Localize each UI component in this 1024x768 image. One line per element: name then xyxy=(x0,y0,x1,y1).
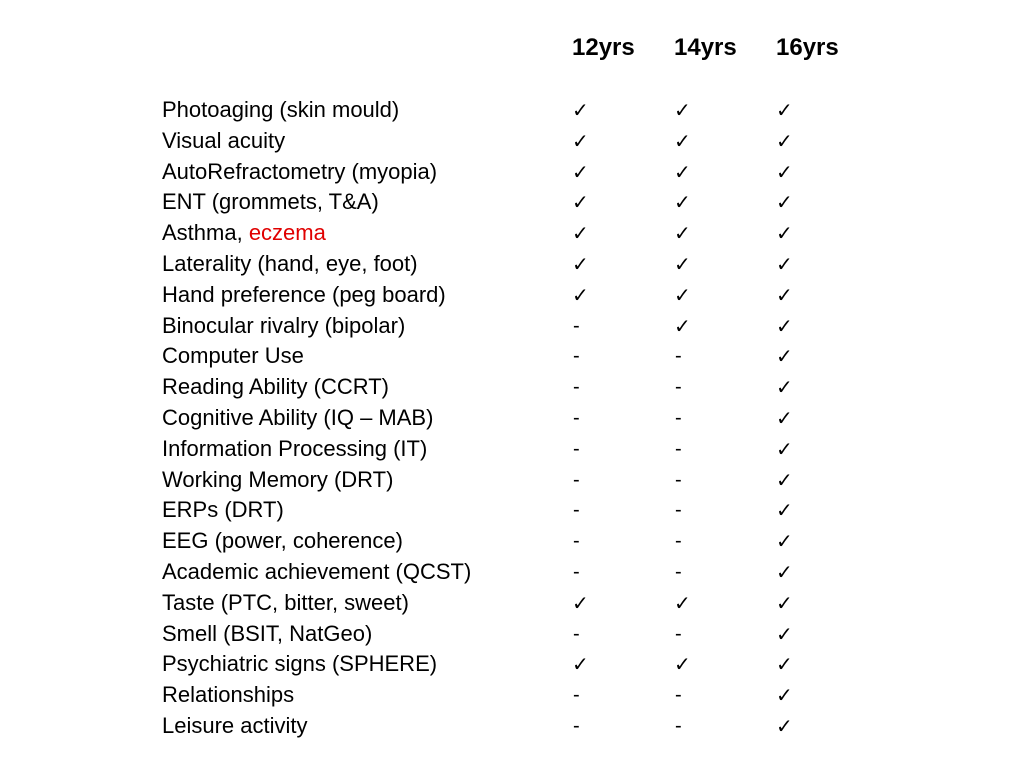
cell-16yrs-check-icon: ✓ xyxy=(776,467,793,492)
cell-16yrs-check-icon: ✓ xyxy=(776,621,793,646)
row-label xyxy=(162,711,308,741)
cell-12yrs-check-icon: ✓ xyxy=(572,251,589,276)
cell-12yrs-dash: - xyxy=(573,530,580,553)
cell-12yrs-check-icon: ✓ xyxy=(572,98,589,122)
cell-14yrs-dash: - xyxy=(675,622,682,645)
cell-12yrs-check-icon: ✓ xyxy=(572,590,589,615)
cell-14yrs-dash: - xyxy=(675,468,682,491)
cell-12yrs-dash: - xyxy=(573,437,580,460)
cell-14yrs-check-icon: ✓ xyxy=(674,221,691,246)
assessment-rows xyxy=(0,95,1024,742)
table-row xyxy=(0,95,1024,126)
cell-14yrs-check-icon: ✓ xyxy=(674,159,691,184)
cell-16yrs-check-icon: ✓ xyxy=(776,590,793,615)
cell-16yrs-check-icon: ✓ xyxy=(776,251,793,276)
row-label xyxy=(162,280,446,310)
table-row xyxy=(0,649,1024,680)
table-row xyxy=(0,711,1024,742)
cell-14yrs-dash: - xyxy=(675,560,682,583)
cell-14yrs-dash: - xyxy=(675,437,682,460)
cell-12yrs-dash: - xyxy=(573,499,580,522)
cell-12yrs-check-icon: ✓ xyxy=(572,652,589,677)
cell-14yrs-check-icon: ✓ xyxy=(674,98,691,122)
table-row xyxy=(0,126,1024,157)
row-label xyxy=(162,465,393,495)
cell-16yrs-check-icon: ✓ xyxy=(776,436,793,461)
row-label xyxy=(162,649,437,679)
table-row xyxy=(0,187,1024,218)
table-row xyxy=(0,434,1024,465)
cell-12yrs-dash: - xyxy=(573,314,580,337)
row-label-text: ERPs (DRT) xyxy=(162,497,284,523)
row-label-text: Psychiatric signs (SPHERE) xyxy=(162,651,438,677)
table-row xyxy=(0,526,1024,557)
table-row xyxy=(0,495,1024,526)
cell-14yrs-check-icon: ✓ xyxy=(674,190,691,215)
table-row xyxy=(0,341,1024,372)
row-label-text: Taste (PTC, bitter, sweet) xyxy=(162,589,409,615)
row-label-text: Hand preference (peg board) xyxy=(162,281,446,307)
row-label-text: Reading Ability (CCRT) xyxy=(162,374,390,400)
cell-12yrs-check-icon: ✓ xyxy=(572,128,589,153)
header-16yrs: 16yrs xyxy=(776,34,839,61)
cell-16yrs-check-icon: ✓ xyxy=(776,405,793,430)
cell-12yrs-dash: - xyxy=(573,684,580,707)
cell-16yrs-check-icon: ✓ xyxy=(776,98,793,122)
row-label-text: Working Memory (DRT) xyxy=(162,466,394,492)
row-label xyxy=(162,95,399,125)
row-label-text: Laterality (hand, eye, foot) xyxy=(162,250,418,276)
cell-14yrs-dash: - xyxy=(675,530,682,553)
row-label-text: EEG (power, coherence) xyxy=(162,528,403,554)
cell-12yrs-check-icon: ✓ xyxy=(572,190,589,215)
cell-12yrs-dash: - xyxy=(573,560,580,583)
row-label-text: Photoaging (skin mould) xyxy=(162,97,400,122)
row-label xyxy=(162,526,403,556)
row-label xyxy=(162,588,409,618)
cell-12yrs-dash: - xyxy=(573,376,580,399)
row-label-text: Relationships xyxy=(162,682,295,708)
cell-14yrs-dash: - xyxy=(675,684,682,707)
cell-16yrs-check-icon: ✓ xyxy=(776,529,793,554)
row-label xyxy=(162,557,471,587)
cell-14yrs-check-icon: ✓ xyxy=(674,313,691,338)
row-label xyxy=(162,218,326,248)
row-label xyxy=(162,157,437,187)
row-label-text: Visual acuity xyxy=(162,127,286,153)
cell-14yrs-check-icon: ✓ xyxy=(674,251,691,276)
cell-14yrs-dash: - xyxy=(675,499,682,522)
row-label xyxy=(162,403,433,433)
table-row xyxy=(0,403,1024,434)
cell-12yrs-dash: - xyxy=(573,345,580,368)
row-label-text: Smell (BSIT, NatGeo) xyxy=(162,620,373,646)
row-label-text: AutoRefractometry (myopia) xyxy=(162,158,438,184)
row-label-text: Information Processing (IT) xyxy=(162,435,428,461)
cell-14yrs-check-icon: ✓ xyxy=(674,282,691,307)
row-label xyxy=(162,495,284,525)
table-row xyxy=(0,372,1024,403)
table-row xyxy=(0,588,1024,619)
cell-16yrs-check-icon: ✓ xyxy=(776,344,793,369)
cell-16yrs-check-icon: ✓ xyxy=(776,128,793,153)
cell-16yrs-check-icon: ✓ xyxy=(776,375,793,400)
row-label xyxy=(162,619,372,649)
row-label-highlight: eczema xyxy=(248,220,326,246)
cell-12yrs-check-icon: ✓ xyxy=(572,221,589,246)
cell-16yrs-check-icon: ✓ xyxy=(776,221,793,246)
cell-16yrs-check-icon: ✓ xyxy=(776,652,793,677)
table-header xyxy=(0,33,1024,63)
row-label-text: Binocular rivalry (bipolar) xyxy=(162,312,406,338)
cell-12yrs-dash: - xyxy=(573,714,580,737)
cell-16yrs-check-icon: ✓ xyxy=(776,190,793,215)
row-label xyxy=(162,187,379,217)
row-label-text: Academic achievement (QCST) xyxy=(162,558,472,584)
row-label xyxy=(162,680,294,710)
table-row xyxy=(0,311,1024,342)
cell-16yrs-check-icon: ✓ xyxy=(776,713,793,738)
row-label-text: Cognitive Ability (IQ – MAB) xyxy=(162,404,434,430)
cell-14yrs-dash: - xyxy=(675,376,682,399)
header-12yrs: 12yrs xyxy=(572,34,635,61)
cell-14yrs-check-icon: ✓ xyxy=(674,128,691,153)
row-label xyxy=(162,434,427,464)
table-row xyxy=(0,557,1024,588)
cell-12yrs-check-icon: ✓ xyxy=(572,282,589,307)
table-row xyxy=(0,619,1024,650)
table-row xyxy=(0,218,1024,249)
cell-14yrs-check-icon: ✓ xyxy=(674,652,691,677)
cell-12yrs-check-icon: ✓ xyxy=(572,159,589,184)
cell-14yrs-check-icon: ✓ xyxy=(674,590,691,615)
cell-16yrs-check-icon: ✓ xyxy=(776,282,793,307)
cell-14yrs-dash: - xyxy=(675,406,682,429)
cell-16yrs-check-icon: ✓ xyxy=(776,559,793,584)
table-row xyxy=(0,280,1024,311)
row-label xyxy=(162,341,304,371)
cell-12yrs-dash: - xyxy=(573,406,580,429)
cell-14yrs-dash: - xyxy=(675,345,682,368)
cell-12yrs-dash: - xyxy=(573,468,580,491)
table-row xyxy=(0,157,1024,188)
row-label xyxy=(162,249,418,279)
table-row xyxy=(0,680,1024,711)
cell-12yrs-dash: - xyxy=(573,622,580,645)
header-14yrs: 14yrs xyxy=(674,34,737,61)
row-label xyxy=(162,126,285,156)
table-row xyxy=(0,465,1024,496)
table-row xyxy=(0,249,1024,280)
row-label xyxy=(162,372,389,402)
row-label xyxy=(162,311,405,341)
cell-16yrs-check-icon: ✓ xyxy=(776,159,793,184)
cell-16yrs-check-icon: ✓ xyxy=(776,498,793,523)
cell-16yrs-check-icon: ✓ xyxy=(776,683,793,708)
cell-14yrs-dash: - xyxy=(675,714,682,737)
row-label-text: Leisure activity xyxy=(162,712,308,738)
row-label-text: Computer Use xyxy=(162,343,304,369)
cell-16yrs-check-icon: ✓ xyxy=(776,313,793,338)
row-label-text: Asthma, xyxy=(162,220,249,246)
row-label-text: ENT (grommets, T&A) xyxy=(162,189,379,215)
